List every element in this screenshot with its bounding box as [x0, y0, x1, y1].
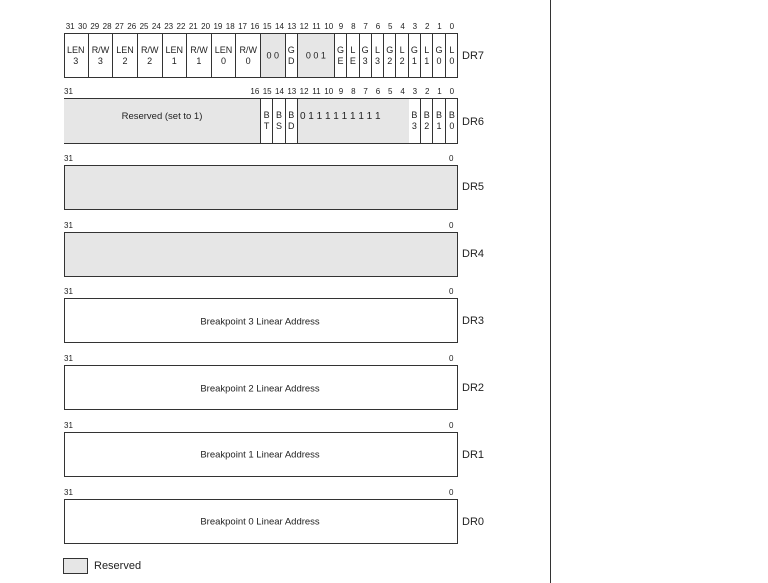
dr7-field-line1: G [435, 44, 443, 55]
dr7-bit-number: 3 [412, 22, 418, 31]
dr1-low-bit: 0 [449, 421, 454, 430]
dr7-field-line2: 1 [171, 55, 177, 66]
dr7-field-text [298, 50, 334, 61]
dr7-bit-number: 24 [151, 22, 161, 31]
dr5-high-bit: 31 [64, 154, 73, 163]
legend-reserved-swatch [63, 558, 88, 574]
dr7-bit-number: 5 [388, 22, 393, 31]
dr7-bit-number: 25 [139, 22, 149, 31]
dr7-field [433, 34, 445, 77]
dr6-bit-number: 31 [64, 87, 73, 96]
dr3-name: DR3 [462, 315, 485, 327]
dr7-field-line2: D [288, 55, 295, 66]
dr7-bit-number: 19 [213, 22, 223, 31]
dr7-field [187, 34, 212, 77]
dr7-field-text [347, 45, 358, 67]
dr7-name: DR7 [462, 50, 485, 62]
dr6-field-line2: S [275, 121, 282, 131]
dr6-bit-number: 14 [275, 87, 284, 96]
dr1-high-bit: 31 [64, 421, 73, 430]
dr6-field-line1: B [288, 110, 295, 120]
dr6-bit-number: 15 [262, 87, 272, 96]
dr6-bit-number: 6 [375, 87, 381, 96]
dr7-bit-number: 2 [424, 22, 430, 31]
dr6-field-line1: B [448, 110, 455, 120]
dr7-field-line1: L [424, 44, 430, 55]
dr7-bit-number: 8 [351, 22, 356, 31]
dr6-field-text [409, 110, 420, 132]
dr7-field-text [409, 45, 420, 67]
dr6-bit-number: 2 [424, 87, 430, 96]
dr4-low-bit: 0 [449, 221, 454, 230]
dr7-bit-number: 26 [127, 22, 137, 31]
dr7-field-text [384, 45, 395, 67]
dr6-field-line1: B [436, 110, 443, 120]
dr6-bit-number: 0 [449, 87, 455, 96]
dr7-bit-number: 6 [375, 22, 381, 31]
dr7-field-line1: L [374, 44, 380, 55]
dr6-bit-number: 7 [363, 87, 368, 96]
dr7-field-line1: R/W [91, 44, 110, 55]
dr6-bit-number: 5 [388, 87, 393, 96]
dr7-bit-number: 16 [250, 22, 260, 31]
dr7-bit-number: 20 [201, 22, 211, 31]
dr7-bit-number: 27 [114, 22, 124, 31]
dr7-field-text [335, 45, 346, 67]
dr7-field-line2: 1 [411, 55, 417, 66]
dr7-field [396, 34, 408, 77]
dr7-field-text [163, 45, 187, 67]
dr7-field-line1: L [350, 44, 356, 55]
dr7-field-line1: LEN [214, 44, 233, 55]
dr6-field-line2: 0 [449, 121, 455, 131]
dr6-bit-number: 9 [338, 87, 344, 96]
dr7-field-text [360, 45, 371, 67]
dr7-bit-number: 17 [238, 22, 247, 31]
dr7-field-line2: 3 [73, 55, 79, 66]
dr6-bit-number: 1 [437, 87, 442, 96]
dr7-field-line1: L [449, 44, 455, 55]
dr7-field-text [236, 45, 260, 67]
dr7-field-line2: 3 [97, 55, 103, 66]
dr7-field-text [113, 45, 137, 67]
dr7-field-line2: 2 [147, 55, 153, 66]
dr6-bit-number: 11 [312, 87, 321, 96]
dr7-field-line1: LEN [165, 44, 184, 55]
dr7-bit-number: 29 [90, 22, 100, 31]
dr6-field-text [446, 110, 458, 132]
dr6-field-line1: B [411, 110, 418, 120]
dr7-field [372, 34, 384, 77]
dr7-field-line1: R/W [190, 44, 208, 55]
dr7-field-line2: 0 [449, 55, 455, 66]
dr7-field [421, 34, 433, 77]
dr0-low-bit: 0 [449, 488, 454, 497]
dr7-field-line1: L [399, 44, 405, 55]
dr5-low-bit: 0 [449, 154, 454, 163]
dr3-label: Breakpoint 3 Linear Address [200, 316, 320, 328]
dr6-bit-number: 4 [400, 87, 405, 96]
dr6-reserved-label: Reserved (set to 1) [121, 111, 203, 122]
dr7-bit-number: 15 [262, 22, 272, 31]
dr6-field-line2: 2 [424, 121, 430, 131]
dr7-field-text [421, 45, 432, 67]
dr7-field [286, 34, 298, 77]
dr7-field-line1: 0 0 [266, 50, 280, 60]
dr7-field-line1: G [337, 44, 345, 55]
dr6-field-line2: D [288, 121, 295, 131]
dr7-field [138, 34, 163, 77]
dr6-reserved-field [64, 99, 261, 143]
dr7-bit-number: 31 [65, 22, 75, 31]
dr7-field-line2: E [337, 55, 344, 66]
dr0-label: Breakpoint 0 Linear Address [200, 516, 320, 528]
dr7-field [360, 34, 372, 77]
dr7-bit-number: 14 [275, 22, 284, 31]
dr2-name: DR2 [462, 382, 485, 394]
dr6-register [64, 98, 458, 144]
dr7-field-text [187, 45, 211, 67]
dr7-field [113, 34, 138, 77]
dr7-bit-number: 7 [363, 22, 368, 31]
dr7-field-text [89, 45, 113, 67]
dr0-name: DR0 [462, 516, 485, 528]
dr6-field-text [261, 110, 272, 132]
dr2-label: Breakpoint 2 Linear Address [200, 383, 320, 395]
dr7-field-line2: 0 [245, 55, 251, 66]
dr0-high-bit: 31 [64, 488, 73, 497]
dr7-field [89, 34, 114, 77]
dr7-register [64, 33, 458, 78]
dr7-field-line2: 1 [196, 55, 202, 66]
dr6-field-text [421, 110, 432, 132]
dr2-low-bit: 0 [449, 354, 454, 363]
dr6-bit-number: 8 [351, 87, 356, 96]
dr7-bit-number: 30 [78, 22, 87, 31]
dr7-field-line2: 2 [399, 55, 405, 66]
dr6-fixed-bits: 0 1 1 1 1 1 1 1 1 1 [299, 111, 381, 122]
dr3-high-bit: 31 [64, 287, 73, 296]
dr7-field-text [138, 45, 162, 67]
dr4-name: DR4 [462, 248, 485, 260]
dr1-name: DR1 [462, 449, 485, 461]
dr7-field-line2: 2 [122, 55, 128, 66]
dr6-field-text [273, 110, 284, 132]
dr6-field [433, 99, 445, 143]
dr7-field [212, 34, 237, 77]
dr7-field-line1: 0 0 1 [305, 50, 326, 60]
dr5-register [64, 165, 458, 210]
dr7-field-text [286, 45, 297, 67]
legend-reserved-label: Reserved [94, 560, 142, 572]
dr6-field-line2: T [263, 121, 270, 131]
dr4-register [64, 232, 458, 277]
dr6-name: DR6 [462, 116, 485, 128]
dr7-field-line1: G [386, 44, 394, 55]
dr2-high-bit: 31 [64, 354, 73, 363]
dr7-field-text [261, 50, 285, 61]
dr7-field [335, 34, 347, 77]
dr7-field-line2: 1 [424, 55, 430, 66]
dr6-field-line1: B [275, 110, 282, 120]
dr7-field-line1: G [287, 44, 295, 55]
dr7-field [446, 34, 458, 77]
dr7-field-line2: 2 [387, 55, 393, 66]
dr6-field [421, 99, 433, 143]
dr7-field-text [372, 45, 383, 67]
dr7-bit-number: 23 [164, 22, 174, 31]
dr7-bit-number: 4 [400, 22, 405, 31]
dr7-field-line1: G [410, 44, 418, 55]
dr7-field-line2: 0 [221, 55, 227, 66]
dr7-bit-number: 0 [449, 22, 455, 31]
dr7-field-line1: G [361, 44, 369, 55]
dr6-bit-number: 3 [412, 87, 418, 96]
dr6-bit-number: 10 [324, 87, 334, 96]
dr7-bit-number: 21 [188, 22, 198, 31]
dr6-bit-number: 12 [299, 87, 309, 96]
dr6-field-line1: B [423, 110, 430, 120]
dr7-field-text [64, 45, 88, 67]
dr7-field-line2: 0 [436, 55, 442, 66]
dr6-field [286, 99, 298, 143]
dr7-field-text [433, 45, 444, 67]
dr7-field [347, 34, 359, 77]
dr6-bit-number: 13 [287, 87, 297, 96]
dr7-field-line1: LEN [116, 44, 134, 55]
dr6-fixed-bits-field [298, 99, 409, 143]
dr7-bit-number: 1 [437, 22, 442, 31]
dr7-field [384, 34, 396, 77]
dr6-field-line1: B [263, 110, 270, 120]
dr6-field [273, 99, 285, 143]
dr7-field-line1: R/W [239, 44, 257, 55]
dr7-field-line2: E [349, 55, 356, 66]
dr7-field-text [446, 45, 458, 67]
dr6-field [409, 99, 421, 143]
dr7-field [236, 34, 261, 77]
dr7-field-line1: LEN [67, 44, 85, 55]
dr6-field-line2: 3 [411, 121, 417, 131]
dr7-bit-number: 28 [102, 22, 112, 31]
dr6-field-text [286, 110, 297, 132]
dr7-field [409, 34, 421, 77]
dr1-label: Breakpoint 1 Linear Address [200, 449, 320, 461]
divider-line [550, 0, 551, 583]
dr7-field [64, 34, 89, 77]
dr7-field-text [396, 45, 407, 67]
dr6-field-line2: 1 [436, 121, 442, 131]
dr7-field-line2: 3 [362, 55, 368, 66]
dr7-field-line2: 3 [374, 55, 380, 66]
dr3-low-bit: 0 [449, 287, 454, 296]
dr7-field [298, 34, 335, 77]
dr7-bit-number: 11 [312, 22, 321, 31]
dr4-high-bit: 31 [64, 221, 73, 230]
dr7-bit-number: 18 [225, 22, 235, 31]
dr7-bit-number: 22 [176, 22, 186, 31]
dr7-field [261, 34, 286, 77]
dr7-bit-number: 12 [299, 22, 309, 31]
dr6-bit-number: 16 [250, 87, 260, 96]
dr6-field [261, 99, 273, 143]
dr7-field [163, 34, 188, 77]
dr7-field-line1: R/W [140, 44, 159, 55]
dr7-field-text [212, 45, 236, 67]
dr6-field [446, 99, 458, 143]
dr7-bit-number: 10 [324, 22, 334, 31]
dr6-field-text [433, 110, 444, 132]
dr7-bit-number: 13 [287, 22, 297, 31]
dr7-bit-number: 9 [338, 22, 344, 31]
dr5-name: DR5 [462, 181, 485, 193]
